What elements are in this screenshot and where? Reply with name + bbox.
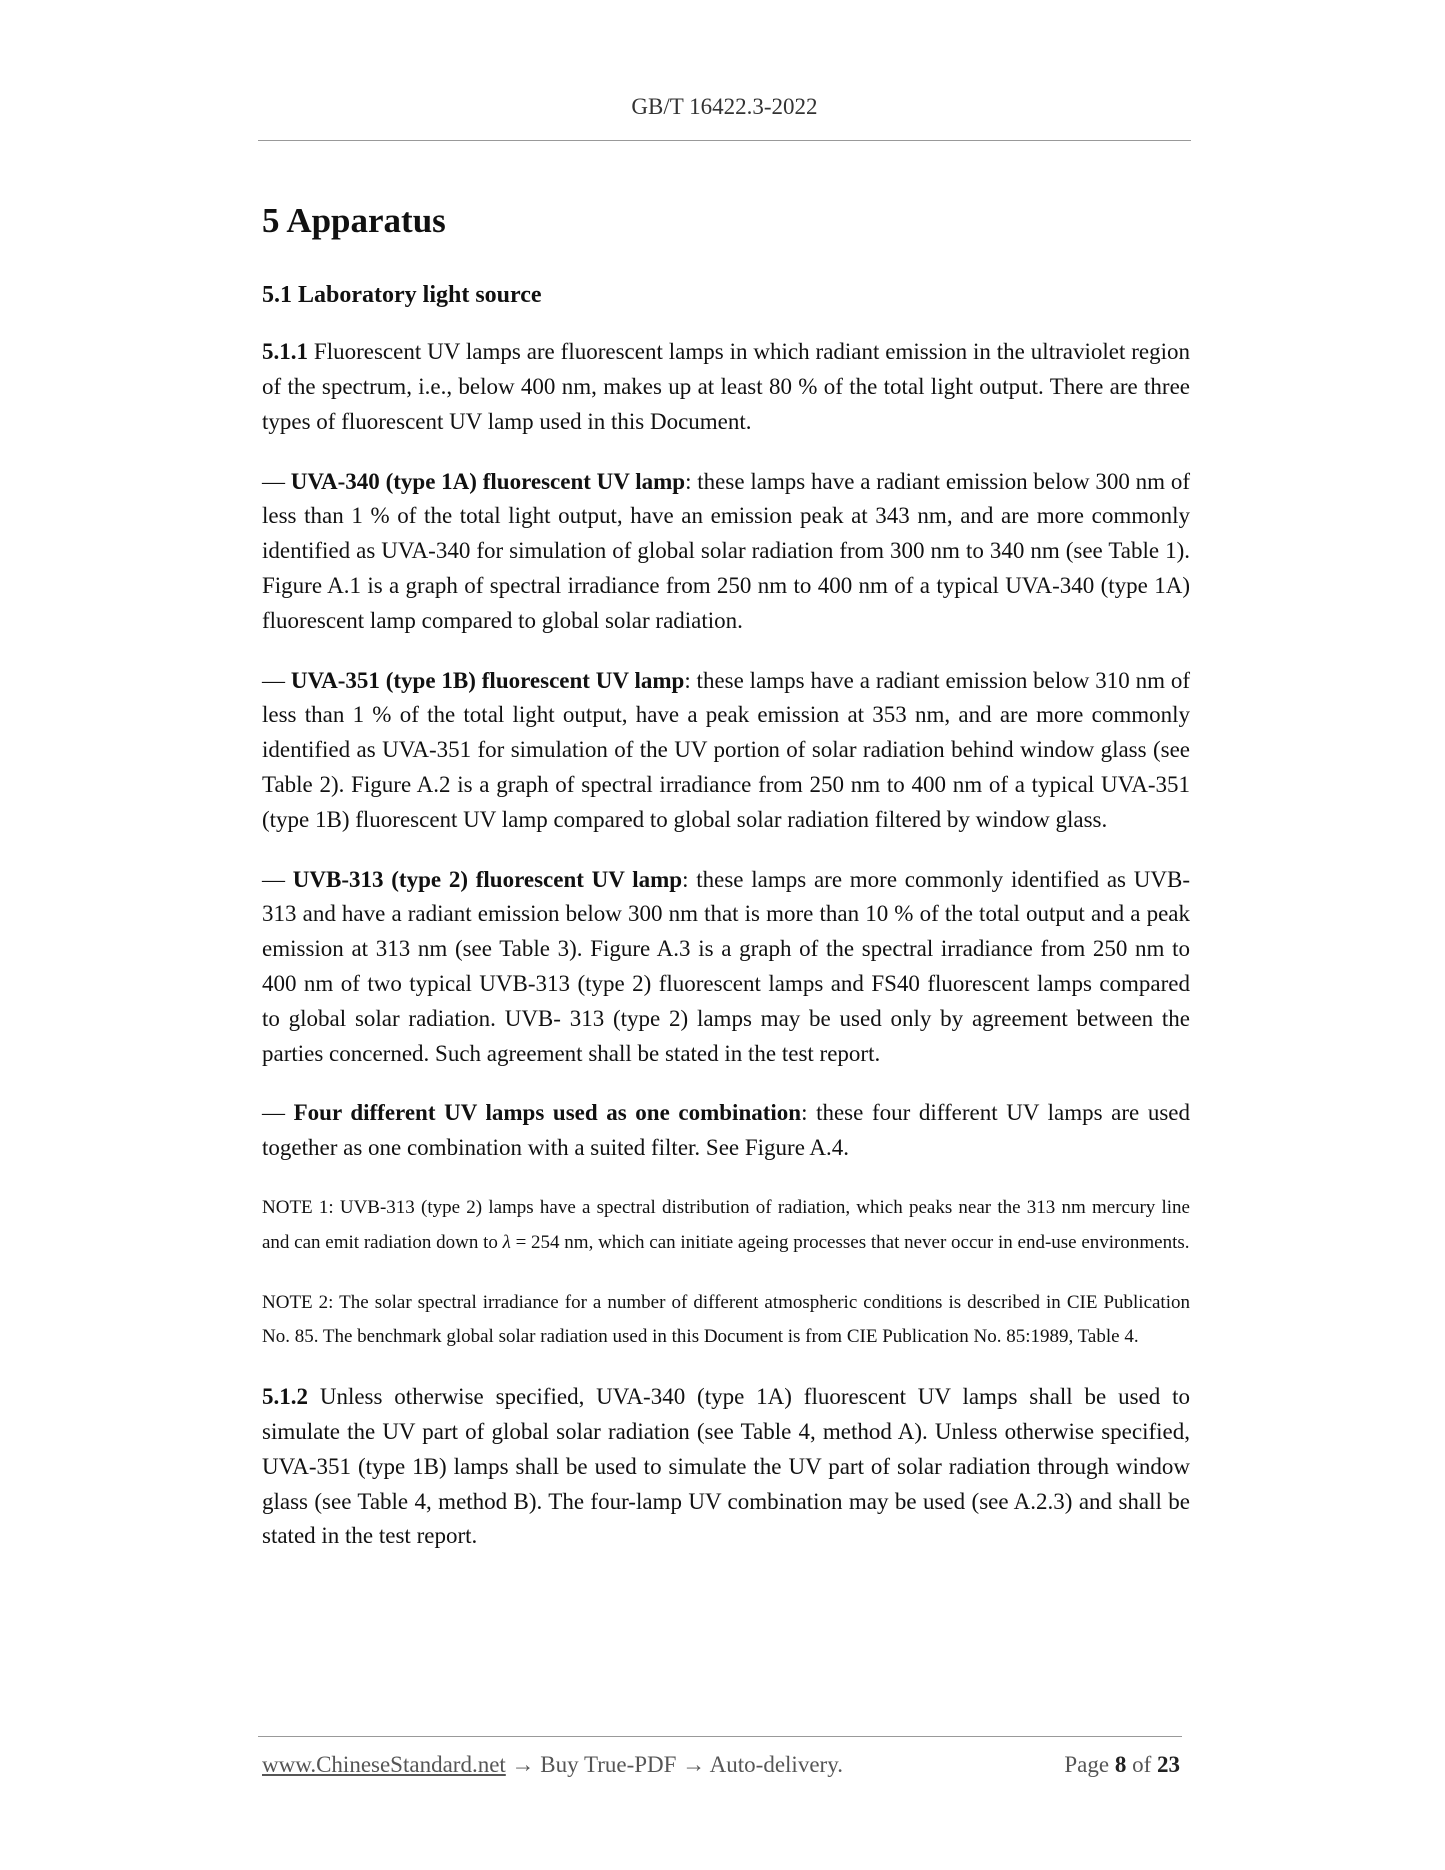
list-item-uva-351	[262, 664, 1190, 838]
arrow-right-icon: →	[676, 1752, 710, 1777]
header-divider	[258, 140, 1191, 141]
list-term: Four different UV lamps used as one combination	[293, 1100, 802, 1126]
arrow-right-icon: →	[505, 1752, 541, 1777]
paragraph-5-1-2	[262, 1380, 1190, 1554]
list-term: UVB-313 (type 2) fluorescent UV lamp	[292, 866, 683, 892]
note-text: NOTE 1: UVB-313 (type 2) lamps have a spectral distribution of radiation, which peaks near the 313 nm mercury line and can emit radiation down to	[262, 1196, 1190, 1253]
list-text: : these four different UV lamps are used together as one combination with a suited filter. See Figure A.4.	[262, 1100, 1191, 1161]
footer-delivery-text: Auto-delivery.	[709, 1752, 843, 1777]
list-item-uvb-313	[262, 863, 1190, 1072]
page-footer	[262, 1752, 1180, 1778]
subsection-title: 5.1 Laboratory light source	[262, 282, 542, 308]
list-item-uva-340	[262, 465, 1190, 639]
running-header: GB/T 16422.3-2022	[631, 94, 818, 119]
list-dash: —	[262, 1100, 294, 1126]
page-label: Page	[1064, 1752, 1115, 1777]
page-content	[262, 190, 1190, 1579]
paragraph-5-1-1	[262, 335, 1190, 439]
list-dash: —	[262, 667, 291, 693]
list-text: : these lamps are more commonly identified as UVB-313 and have a radiant emission below 300 nm that is more than 10 % of the total output and a peak emission at 313 nm (see Table 3). Figure A.3 is a graph of the spectral irradiance from 250 nm to 400 nm of two typical UVB-313 (type 2) fluorescent lamps and FS40 fluorescent lamps compared to global solar radiation. UVB- 313 (type 2) lamps may be used only by agreement between the parties concerned. Such agreement shall be stated in the test report.	[262, 866, 1190, 1066]
paragraph-text: Unless otherwise specified, UVA-340 (type 1A) fluorescent UV lamps shall be used to simulate the UV part of global solar radiation (see Table 4, method A). Unless otherwise specified, UVA-351 (type 1B) lamps shall be used to simulate the UV part of solar radiation through window glass (see Table 4, method B). The four-lamp UV combination may be used (see A.2.3) and shall be stated in the test report.	[262, 1384, 1190, 1549]
footer-left	[262, 1752, 843, 1778]
note-2: NOTE 2: The solar spectral irradiance for a number of different atmospheric conditions is described in CIE Publication No. 85. The benchmark global solar radiation used in this Document is from CIE Publication No. 85:1989, Table 4.	[262, 1291, 1190, 1348]
list-text: : these lamps have a radiant emission below 300 nm of less than 1 % of the total light output, have an emission peak at 343 nm, and are more commonly identified as UVA-340 for simulation of global solar radiation from 300 nm to 340 nm (see Table 1). Figure A.1 is a graph of spectral irradiance from 250 nm to 400 nm of a typical UVA-340 (type 1A) fluorescent lamp compared to global solar radiation.	[262, 468, 1191, 633]
of-label: of	[1126, 1752, 1157, 1777]
website-link[interactable]: www.ChineseStandard.net	[262, 1752, 506, 1777]
paragraph-text: Fluorescent UV lamps are fluorescent lamps in which radiant emission in the ultraviolet region of the spectrum, i.e., below 400 nm, makes up at least 80 % of the total light output. There are three types of fluorescent UV lamp used in this Document.	[262, 339, 1190, 434]
note-1	[262, 1191, 1190, 1261]
note-text: = 254 nm, which can initiate ageing processes that never occur in end-use environments.	[510, 1231, 1190, 1253]
total-pages: 23	[1157, 1752, 1180, 1777]
list-dash: —	[262, 468, 291, 494]
list-text: : these lamps have a radiant emission below 310 nm of less than 1 % of the total light output, have a peak emission at 353 nm, and are more commonly identified as UVA-351 for simulation of the UV portion of solar radiation behind window glass (see Table 2). Figure A.2 is a graph of spectral irradiance from 250 nm to 400 nm of a typical UVA-351 (type 1B) fluorescent UV lamp compared to global solar radiation filtered by window glass.	[262, 667, 1191, 832]
clause-number: 5.1.1	[262, 339, 308, 365]
current-page: 8	[1114, 1752, 1127, 1777]
section-title: 5 Apparatus	[262, 201, 446, 240]
list-item-four-lamp-combination	[262, 1096, 1190, 1166]
list-dash: —	[262, 866, 293, 892]
clause-number: 5.1.2	[262, 1384, 308, 1410]
lambda-symbol: λ	[502, 1231, 511, 1253]
list-term: UVA-340 (type 1A) fluorescent UV lamp	[290, 468, 686, 494]
footer-divider	[258, 1736, 1182, 1737]
footer-buy-text: Buy True-PDF	[540, 1752, 677, 1777]
page-number	[1064, 1752, 1180, 1778]
list-term: UVA-351 (type 1B) fluorescent UV lamp	[290, 667, 685, 693]
